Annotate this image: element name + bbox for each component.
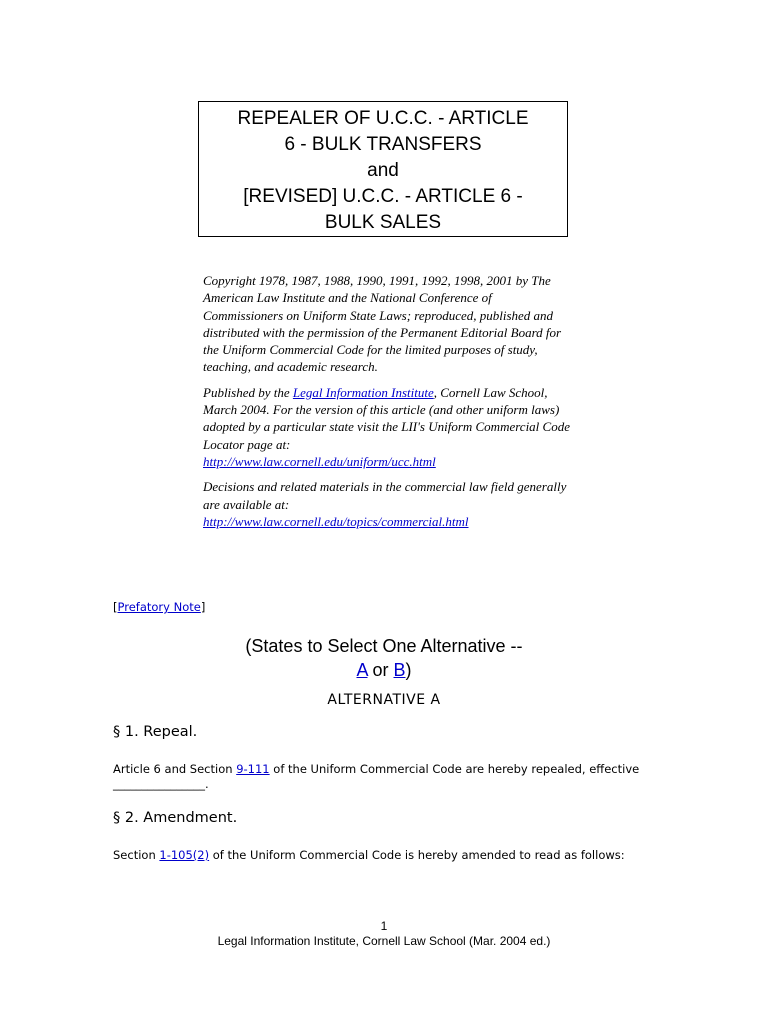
close-paren: )	[405, 660, 412, 680]
section-2-prefix: Section	[113, 848, 160, 862]
states-select-heading	[0, 634, 768, 682]
decisions-text: Decisions and related materials in the commercial law field generally are available at:	[203, 479, 567, 512]
alternative-options	[0, 658, 768, 682]
section-1-suffix: of the Uniform Commercial Code are hereby repealed, effective ________________.	[113, 762, 640, 791]
commercial-topics-link[interactable]: http://www.law.cornell.edu/topics/commercial.html	[203, 513, 469, 529]
prefatory-note	[113, 600, 205, 614]
footer-text: Legal Information Institute, Cornell Law School (Mar. 2004 ed.)	[217, 934, 551, 948]
page-footer	[0, 919, 768, 949]
lii-link[interactable]: Legal Information Institute	[292, 384, 434, 400]
or-text: or	[367, 660, 394, 680]
section-9-111-link[interactable]: 9-111	[236, 762, 270, 776]
title-line-4: [REVISED] U.C.C. - ARTICLE 6 -	[243, 186, 523, 207]
prefatory-close-bracket: ]	[200, 600, 206, 614]
title-line-3: and	[367, 160, 399, 181]
title-line-2: 6 - BULK TRANSFERS	[284, 134, 482, 155]
prefatory-note-link[interactable]: Prefatory Note	[117, 600, 201, 614]
section-1-text	[113, 762, 673, 792]
states-select-line: (States to Select One Alternative --	[245, 636, 523, 656]
copyright-text: Copyright 1978, 1987, 1988, 1990, 1991, 1992, 1998, 2001 by The American Law Institute and the National Conference of Commissioners on Uniform State Laws; reproduced, published and distributed with the permission of the Permanent Editorial Board for the Uniform Commercial Code for the limited purposes of study, teaching, and academic research.	[203, 273, 562, 375]
title-line-1: REPEALER OF U.C.C. - ARTICLE	[237, 108, 529, 129]
prefatory-open-bracket: [	[113, 600, 118, 614]
published-notice	[203, 384, 575, 470]
section-1-heading: § 1. Repeal.	[113, 724, 198, 740]
document-title	[198, 101, 568, 237]
alternative-a-heading: ALTERNATIVE A	[327, 692, 441, 708]
alternative-a-link[interactable]: A	[356, 660, 368, 680]
copyright-block	[203, 272, 575, 538]
section-1-105-link[interactable]: 1-105(2)	[159, 848, 210, 862]
section-1-prefix: Article 6 and Section	[113, 762, 237, 776]
section-2-text	[113, 848, 673, 863]
title-line-5: BULK SALES	[324, 212, 442, 233]
section-2-heading: § 2. Amendment.	[113, 810, 238, 826]
page-number: 1	[380, 919, 388, 933]
published-prefix: Published by the	[203, 384, 293, 400]
ucc-locator-link[interactable]: http://www.law.cornell.edu/uniform/ucc.html	[203, 453, 436, 469]
section-2-suffix: of the Uniform Commercial Code is hereby amended to read as follows:	[209, 848, 625, 862]
decisions-notice	[203, 478, 575, 530]
published-suffix: , Cornell Law School, March 2004. For the version of this article (and other uniform laws) adopted by a particular state visit the LII's Uniform Commercial Code Locator page at:	[203, 384, 570, 452]
alternative-b-link[interactable]: B	[393, 660, 406, 680]
